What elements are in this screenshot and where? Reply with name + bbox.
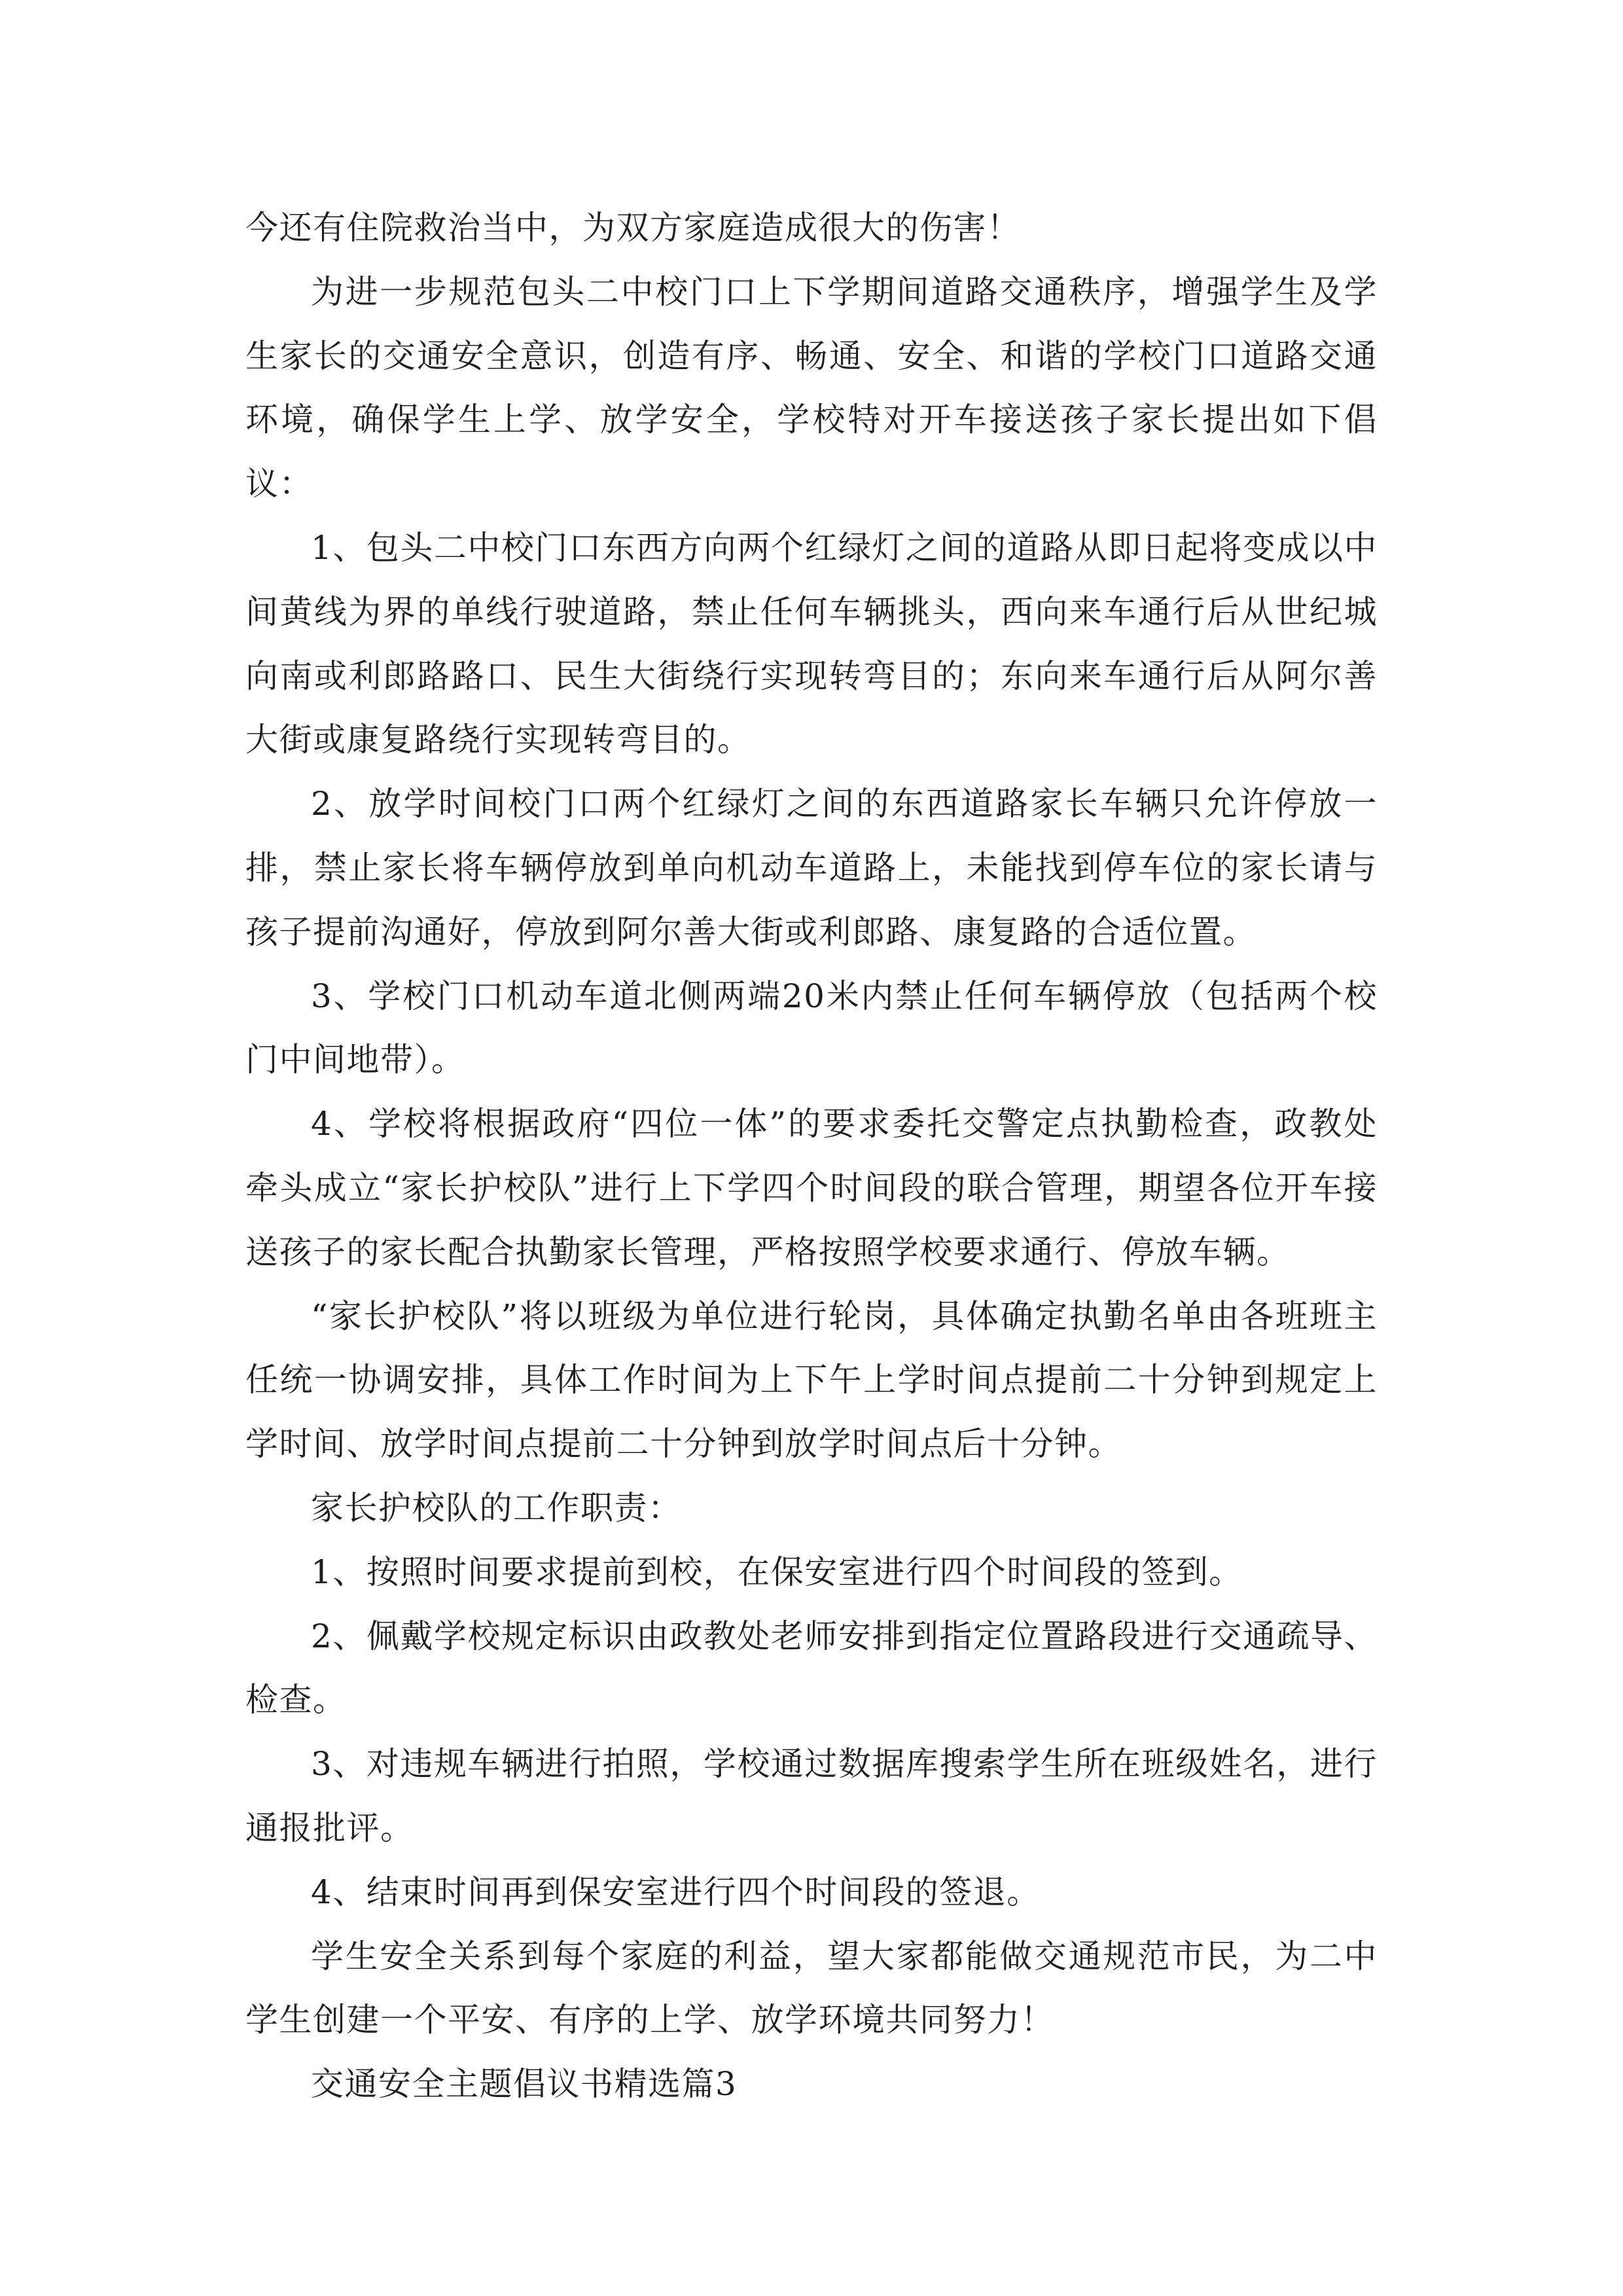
document-body [245, 196, 1378, 2117]
paragraph-duty-1: 1、按照时间要求提前到校，在保安室进行四个时间段的签到。 [311, 1552, 1243, 1591]
paragraph-intro: 为进一步规范包头二中校门口上下学期间道路交通秩序，增强学生及学生家长的交通安全意识，创造有序、畅通、安全、和谐的学校门口道路交通环境，确保学生上学、放学安全，学校特对开车接送孩子家长提出如下倡议： [245, 272, 1378, 503]
paragraph-duty-2: 2、佩戴学校规定标识由政教处老师安排到指定位置路段进行交通疏导、检查。 [245, 1617, 1378, 1719]
paragraph-duty-4: 4、结束时间再到保安室进行四个时间段的签退。 [311, 1873, 1041, 1911]
paragraph-item-2: 2、放学时间校门口两个红绿灯之间的东西道路家长车辆只允许停放一排，禁止家长将车辆停放到单向机动车道路上，未能找到停车位的家长请与孩子提前沟通好，停放到阿尔善大街或利郎路、康复路的合适位置。 [245, 785, 1378, 951]
paragraph-duties-heading: 家长护校队的工作职责： [311, 1488, 682, 1527]
paragraph-item-3: 3、学校门口机动车道北侧两端20米内禁止任何车辆停放（包括两个校门中间地带）。 [245, 977, 1378, 1079]
paragraph-closing: 学生安全关系到每个家庭的利益，望大家都能做交通规范市民，为二中学生创建一个平安、有序的上学、放学环境共同努力！ [245, 1937, 1378, 2039]
paragraph-continuation: 今还有住院救治当中，为双方家庭造成很大的伤害！ [245, 209, 1021, 247]
section-heading: 交通安全主题倡议书精选篇3 [311, 2065, 738, 2104]
paragraph-duty-3: 3、对违规车辆进行拍照，学校通过数据库搜索学生所在班级姓名，进行通报批评。 [245, 1745, 1378, 1847]
paragraph-item-1: 1、包头二中校门口东西方向两个红绿灯之间的道路从即日起将变成以中间黄线为界的单线行驶道路，禁止任何车辆挑头，西向来车通行后从世纪城向南或利郎路路口、民生大街绕行实现转弯目的；东向来车通行后从阿尔善大街或康复路绕行实现转弯目的。 [245, 528, 1378, 759]
paragraph-patrol-team: “家长护校队”将以班级为单位进行轮岗，具体确定执勤名单由各班班主任统一协调安排，具体工作时间为上下午上学时间点提前二十分钟到规定上学时间、放学时间点提前二十分钟到放学时间点后十分钟。 [245, 1297, 1378, 1463]
paragraph-item-4: 4、学校将根据政府“四位一体”的要求委托交警定点执勤检查，政教处牵头成立“家长护校队”进行上下学四个时间段的联合管理，期望各位开车接送孩子的家长配合执勤家长管理，严格按照学校要求通行、停放车辆。 [245, 1105, 1378, 1271]
